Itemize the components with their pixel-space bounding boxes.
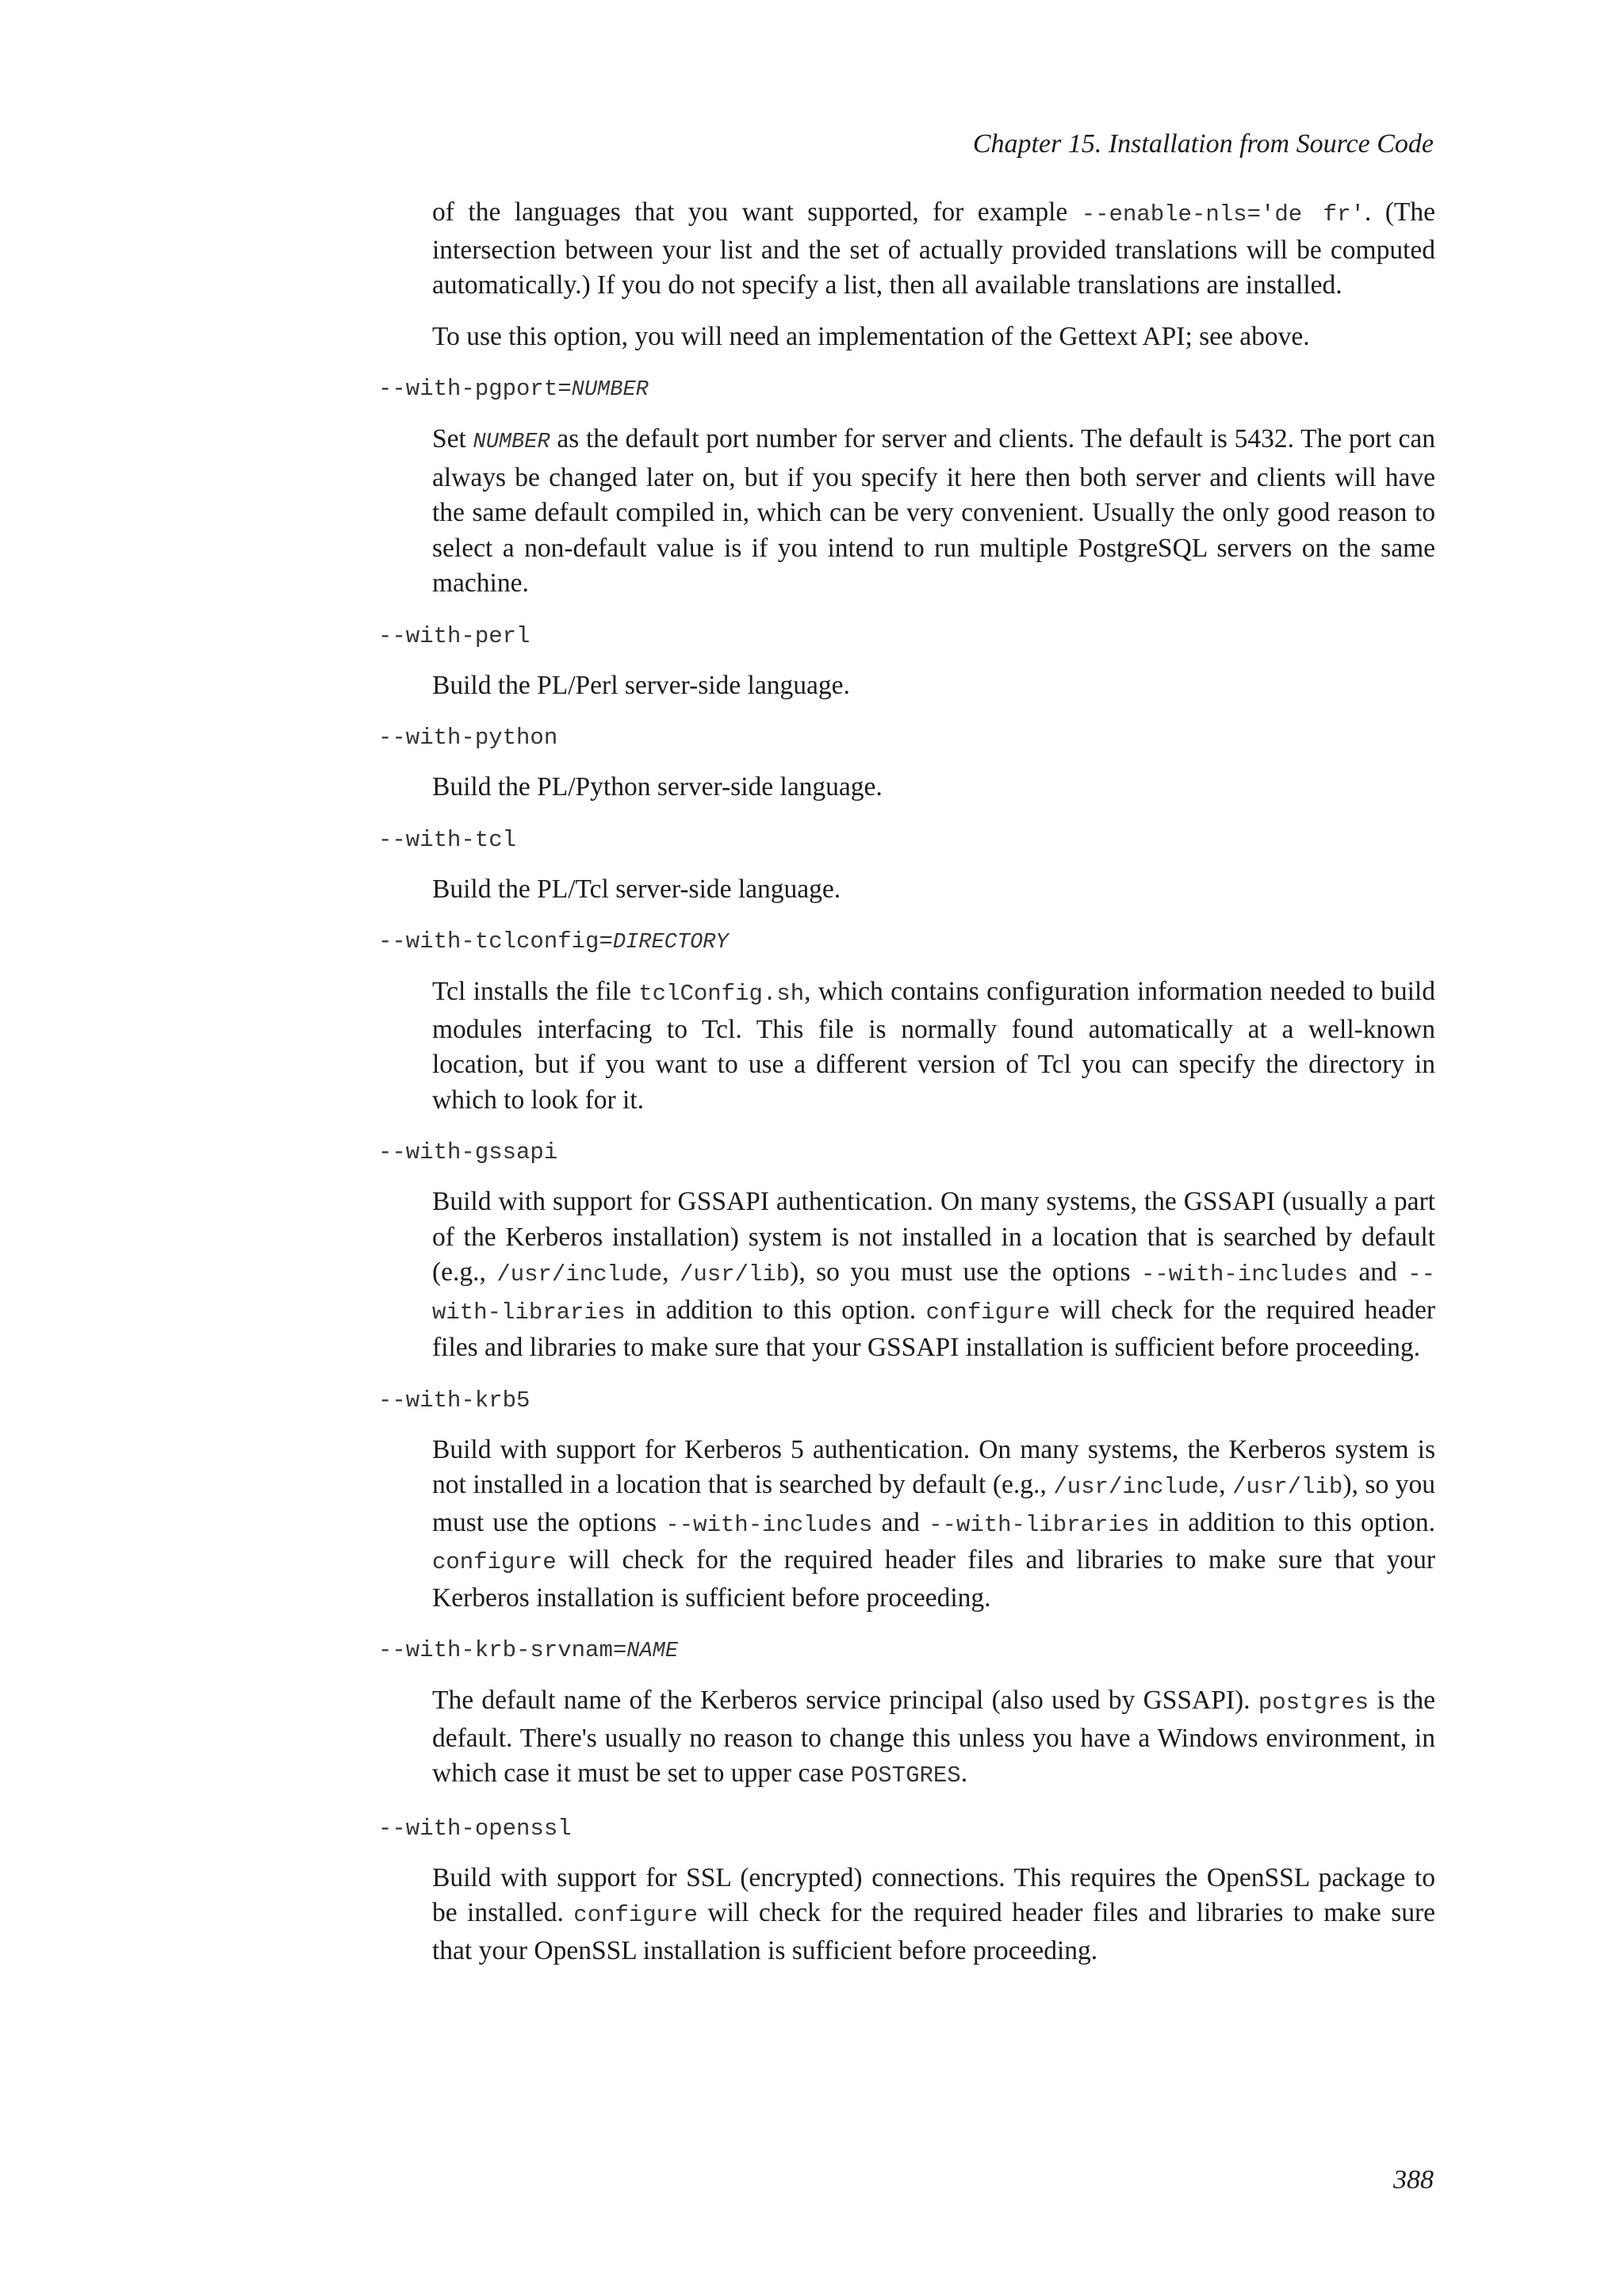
inline-code: --with-includes [1140,1261,1349,1288]
running-header: Chapter 15. Installation from Source Code [972,129,1434,159]
option-description: Build with support for GSSAPI authentication. On many systems, the GSSAPI (usually a part of the Kerberos installation) system is not installed in a location that is searched by default (e.g., /usr/include, /usr/lib), so you must use the options --with-includes and --with-libraries in addition to this option. configure will check for the required header files and libraries to make sure that your GSSAPI installation is sufficient before proceeding. [432,1187,1436,1362]
inline-code: configure [925,1299,1051,1326]
option-entry-openssl [378,1812,1435,1969]
inline-code: /usr/include [496,1261,663,1288]
option-description: Build with support for Kerberos 5 authentication. On many systems, the Kerberos system is not installed in a location that is searched by default (e.g., /usr/include, /usr/lib), so you must use the options --with-includes and --with-libraries in addition to this option. configure will check for the required header files and libraries to make sure that your Kerberos installation is sufficient before proceeding. [432,1434,1435,1613]
option-argument: NUMBER [571,378,649,402]
inline-code: postgres [1258,1689,1369,1716]
option-entry-gssapi [378,1135,1435,1366]
inline-code: configure [573,1902,698,1928]
inline-code: tclConfig.sh [638,981,805,1007]
option-term: --with-python [378,725,558,751]
inline-code: --with-includes [665,1511,873,1538]
option-description: Build with support for SSL (encrypted) connections. This requires the OpenSSL package to be installed. configure will check for the required header files and libraries to make sure that your OpenSSL installation is sufficient before proceeding. [432,1862,1436,1965]
inline-code: /usr/lib [679,1261,791,1288]
inline-code: /usr/include [1053,1474,1220,1500]
option-entry-pgport [378,372,1435,602]
option-description: Tcl installs the file tclConfig.sh, which contains configuration information needed to build modules interfacing to Tcl. This file is normally found automatically at a well-known location, but if you want to use a different version of Tcl you can specify the directory in which to look for it. [432,977,1435,1115]
inline-code: --enable-nls='de fr' [1081,201,1365,228]
inline-code: /usr/lib [1232,1474,1343,1500]
option-term: --with-tclconfig=DIRECTORY [378,928,729,955]
inline-code: configure [432,1549,557,1575]
option-description: Set NUMBER as the default port number for server and clients. The default is 5432. The port can always be changed later on, but if you specify it here then both server and clients will have the same default compiled in, which can be very convenient. Usually the only good reason to select a non-default value is if you intend to run multiple PostgreSQL servers on the same machine. [432,424,1436,598]
option-entry-perl [378,619,1435,704]
nls-continuation [432,195,1435,354]
option-term: --with-krb-srvnam=NAME [378,1637,679,1663]
page-body [378,195,1435,1986]
paragraph: of the languages that you want supported, for example --enable-nls='de fr'. (The intersection between your list and the set of actually provided translations will be computed automatically.) If you do not specify a list, then all available translations are installed. [432,197,1435,300]
inline-code: POSTGRES [850,1762,961,1789]
option-entry-tcl [378,823,1435,908]
option-description: The default name of the Kerberos service principal (also used by GSSAPI). postgres is the default. There's usually no reason to change this unless you have a Windows environment, in which case it must be set to upper case POSTGRES. [432,1686,1435,1789]
option-entry-python [378,721,1435,806]
inline-code: --with-libraries [432,1261,1436,1326]
option-term: --with-openssl [378,1815,572,1842]
option-term: --with-pgport=NUMBER [378,376,649,402]
option-term: --with-tcl [378,826,517,853]
option-argument: NAME [626,1640,679,1663]
option-term: --with-gssapi [378,1139,558,1165]
option-description: Build the PL/Tcl server-side language. [432,874,841,904]
option-argument: DIRECTORY [612,931,729,955]
option-term: --with-krb5 [378,1387,530,1414]
page-number: 388 [1393,2165,1434,2195]
option-entry-tclconfig [378,924,1435,1118]
option-entry-krb5 [378,1383,1435,1617]
option-description: Build the PL/Python server-side language. [432,772,883,802]
option-entry-krb-srvnam [378,1633,1435,1794]
option-argument: NUMBER [473,430,550,454]
option-description: Build the PL/Perl server-side language. [432,670,850,700]
paragraph: To use this option, you will need an implementation of the Gettext API; see above. [432,321,1310,351]
inline-code: --with-libraries [929,1511,1150,1538]
option-term: --with-perl [378,622,530,649]
